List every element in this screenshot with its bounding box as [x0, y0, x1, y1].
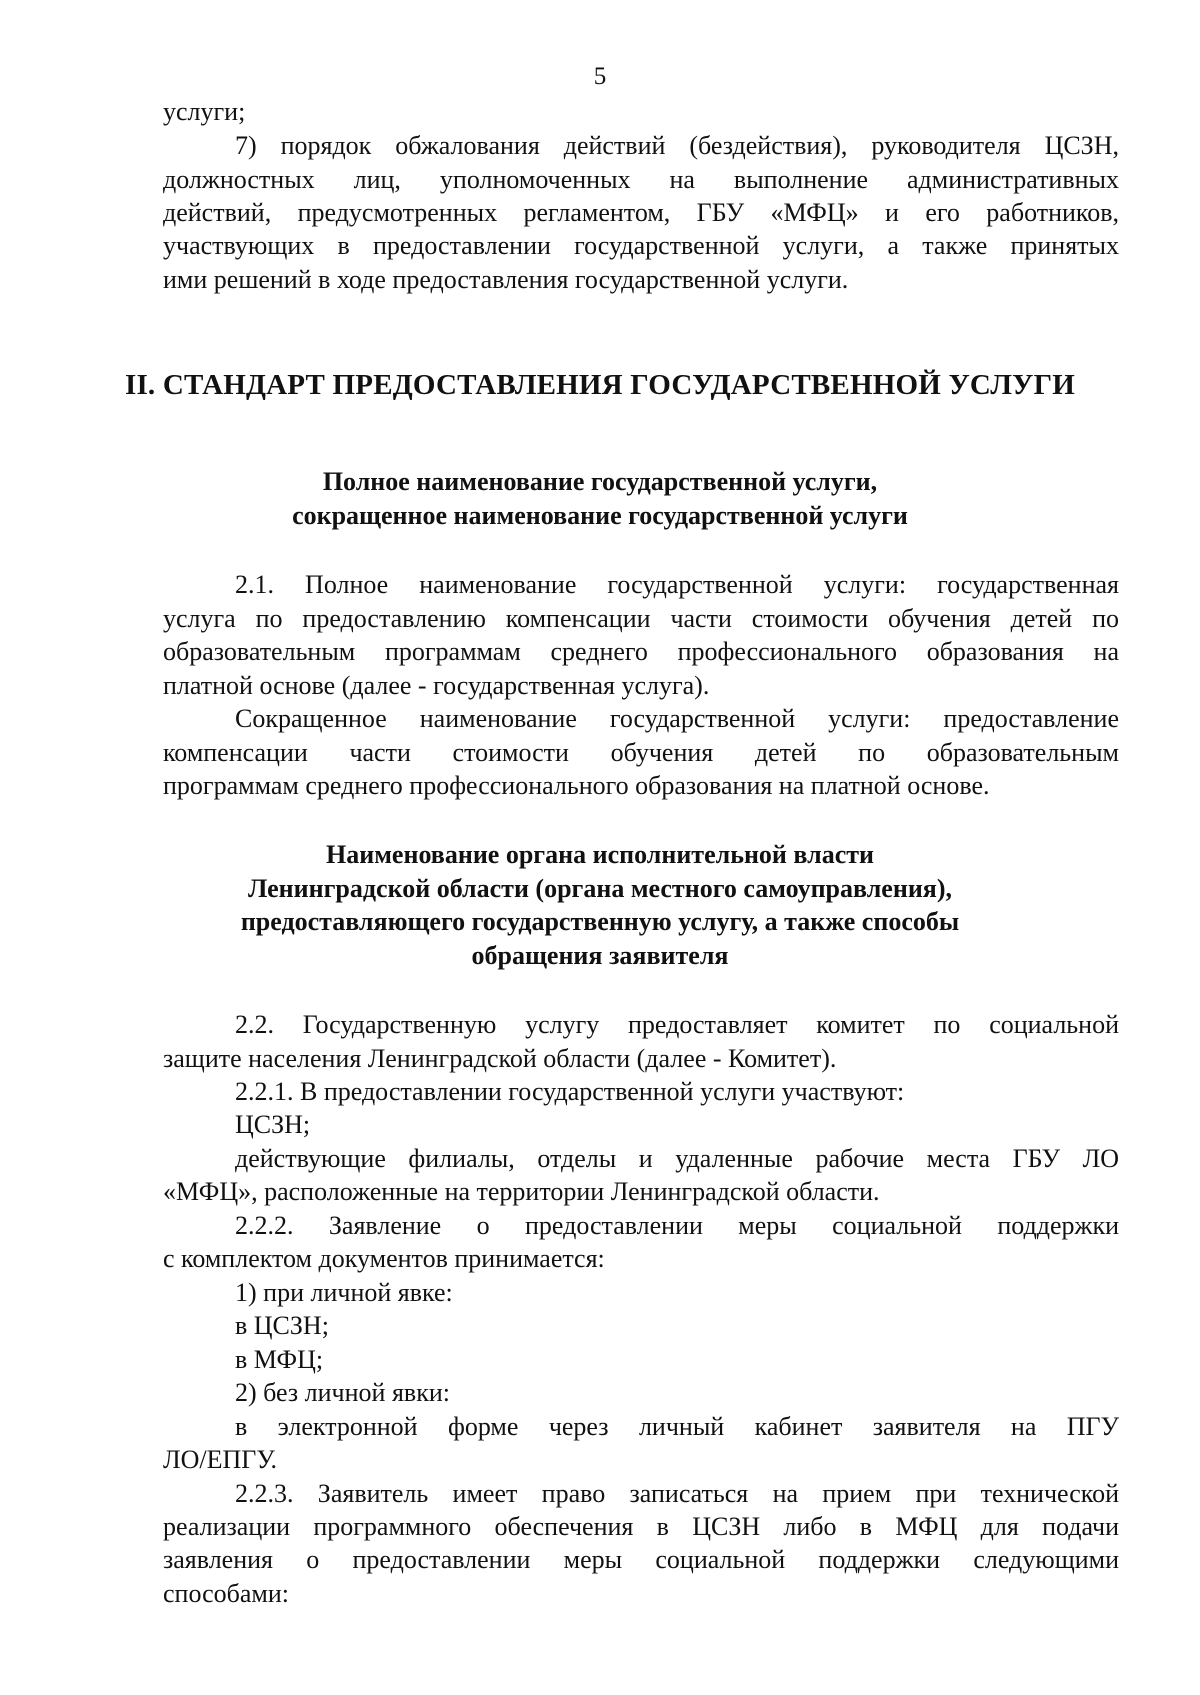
section-title: II. СТАНДАРТ ПРЕДОСТАВЛЕНИЯ ГОСУДАРСТВЕННОЙ УСЛУГИ	[124, 369, 1076, 401]
text-line: Сокращенное наименование государственной услуги: предоставление	[235, 704, 1119, 733]
text-line: образовательным программам среднего профессионального образования на	[163, 637, 1119, 666]
text-line: 1) при личной явке:	[235, 1278, 453, 1307]
text-line: в электронной форме через личный кабинет заявителя на ПГУ	[235, 1412, 1119, 1441]
text-line: защите населения Ленинградской области (далее - Комитет).	[163, 1044, 837, 1073]
text-line: программам среднего профессионального образования на платной основе.	[163, 771, 990, 800]
text-line: должностных лиц, уполномоченных на выполнение административных	[163, 165, 1119, 194]
text-line: услуги;	[163, 97, 246, 126]
text-line: ЦСЗН;	[235, 1110, 311, 1139]
text-line: заявления о предоставлении меры социальной поддержки следующими	[163, 1545, 1119, 1574]
text-line: 2.2. Государственную услугу предоставляет комитет по социальной	[235, 1010, 1119, 1039]
text-line: 7) порядок обжалования действий (бездействия), руководителя ЦСЗН,	[235, 131, 1119, 160]
subheading-line: Наименование органа исполнительной власти	[326, 840, 874, 869]
text-line: 2) без личной явки:	[235, 1378, 450, 1407]
subheading-line: предоставляющего государственную услугу, а также способы	[240, 907, 960, 936]
text-line: 2.2.1. В предоставлении государственной услуги участвуют:	[235, 1077, 905, 1106]
text-line: услуга по предоставлению компенсации части стоимости обучения детей по	[163, 604, 1119, 633]
text-line: реализации программного обеспечения в ЦСЗН либо в МФЦ для подачи	[163, 1512, 1119, 1541]
text-line: 2.1. Полное наименование государственной услуги: государственная	[235, 570, 1119, 599]
text-line: в МФЦ;	[235, 1345, 324, 1374]
text-line: платной основе (далее - государственная услуга).	[163, 671, 710, 700]
text-line: участвующих в предоставлении государственной услуги, а также принятых	[163, 231, 1119, 260]
text-line: действующие филиалы, отделы и удаленные рабочие места ГБУ ЛО	[235, 1144, 1119, 1173]
text-line: с комплектом документов принимается:	[163, 1244, 605, 1273]
text-line: компенсации части стоимости обучения детей по образовательным	[163, 738, 1119, 767]
subheading-line: Полное наименование государственной услуги,	[322, 467, 878, 496]
text-line: 2.2.2. Заявление о предоставлении меры социальной поддержки	[235, 1211, 1119, 1240]
text-line: ими решений в ходе предоставления государственной услуги.	[163, 265, 849, 294]
text-line: 2.2.3. Заявитель имеет право записаться на прием при технической	[235, 1479, 1119, 1508]
text-line: действий, предусмотренных регламентом, ГБУ «МФЦ» и его работников,	[163, 198, 1119, 227]
subheading-line: Ленинградской области (органа местного самоуправления),	[247, 874, 953, 903]
text-line: способами:	[163, 1579, 290, 1608]
text-line: ЛО/ЕПГУ.	[163, 1445, 277, 1474]
text-line: в ЦСЗН;	[235, 1311, 329, 1340]
subheading-line: обращения заявителя	[471, 941, 729, 970]
page-number: 5	[593, 63, 607, 90]
subheading-line: сокращенное наименование государственной услуги	[292, 501, 908, 530]
text-line: «МФЦ», расположенные на территории Ленинградской области.	[163, 1177, 880, 1206]
